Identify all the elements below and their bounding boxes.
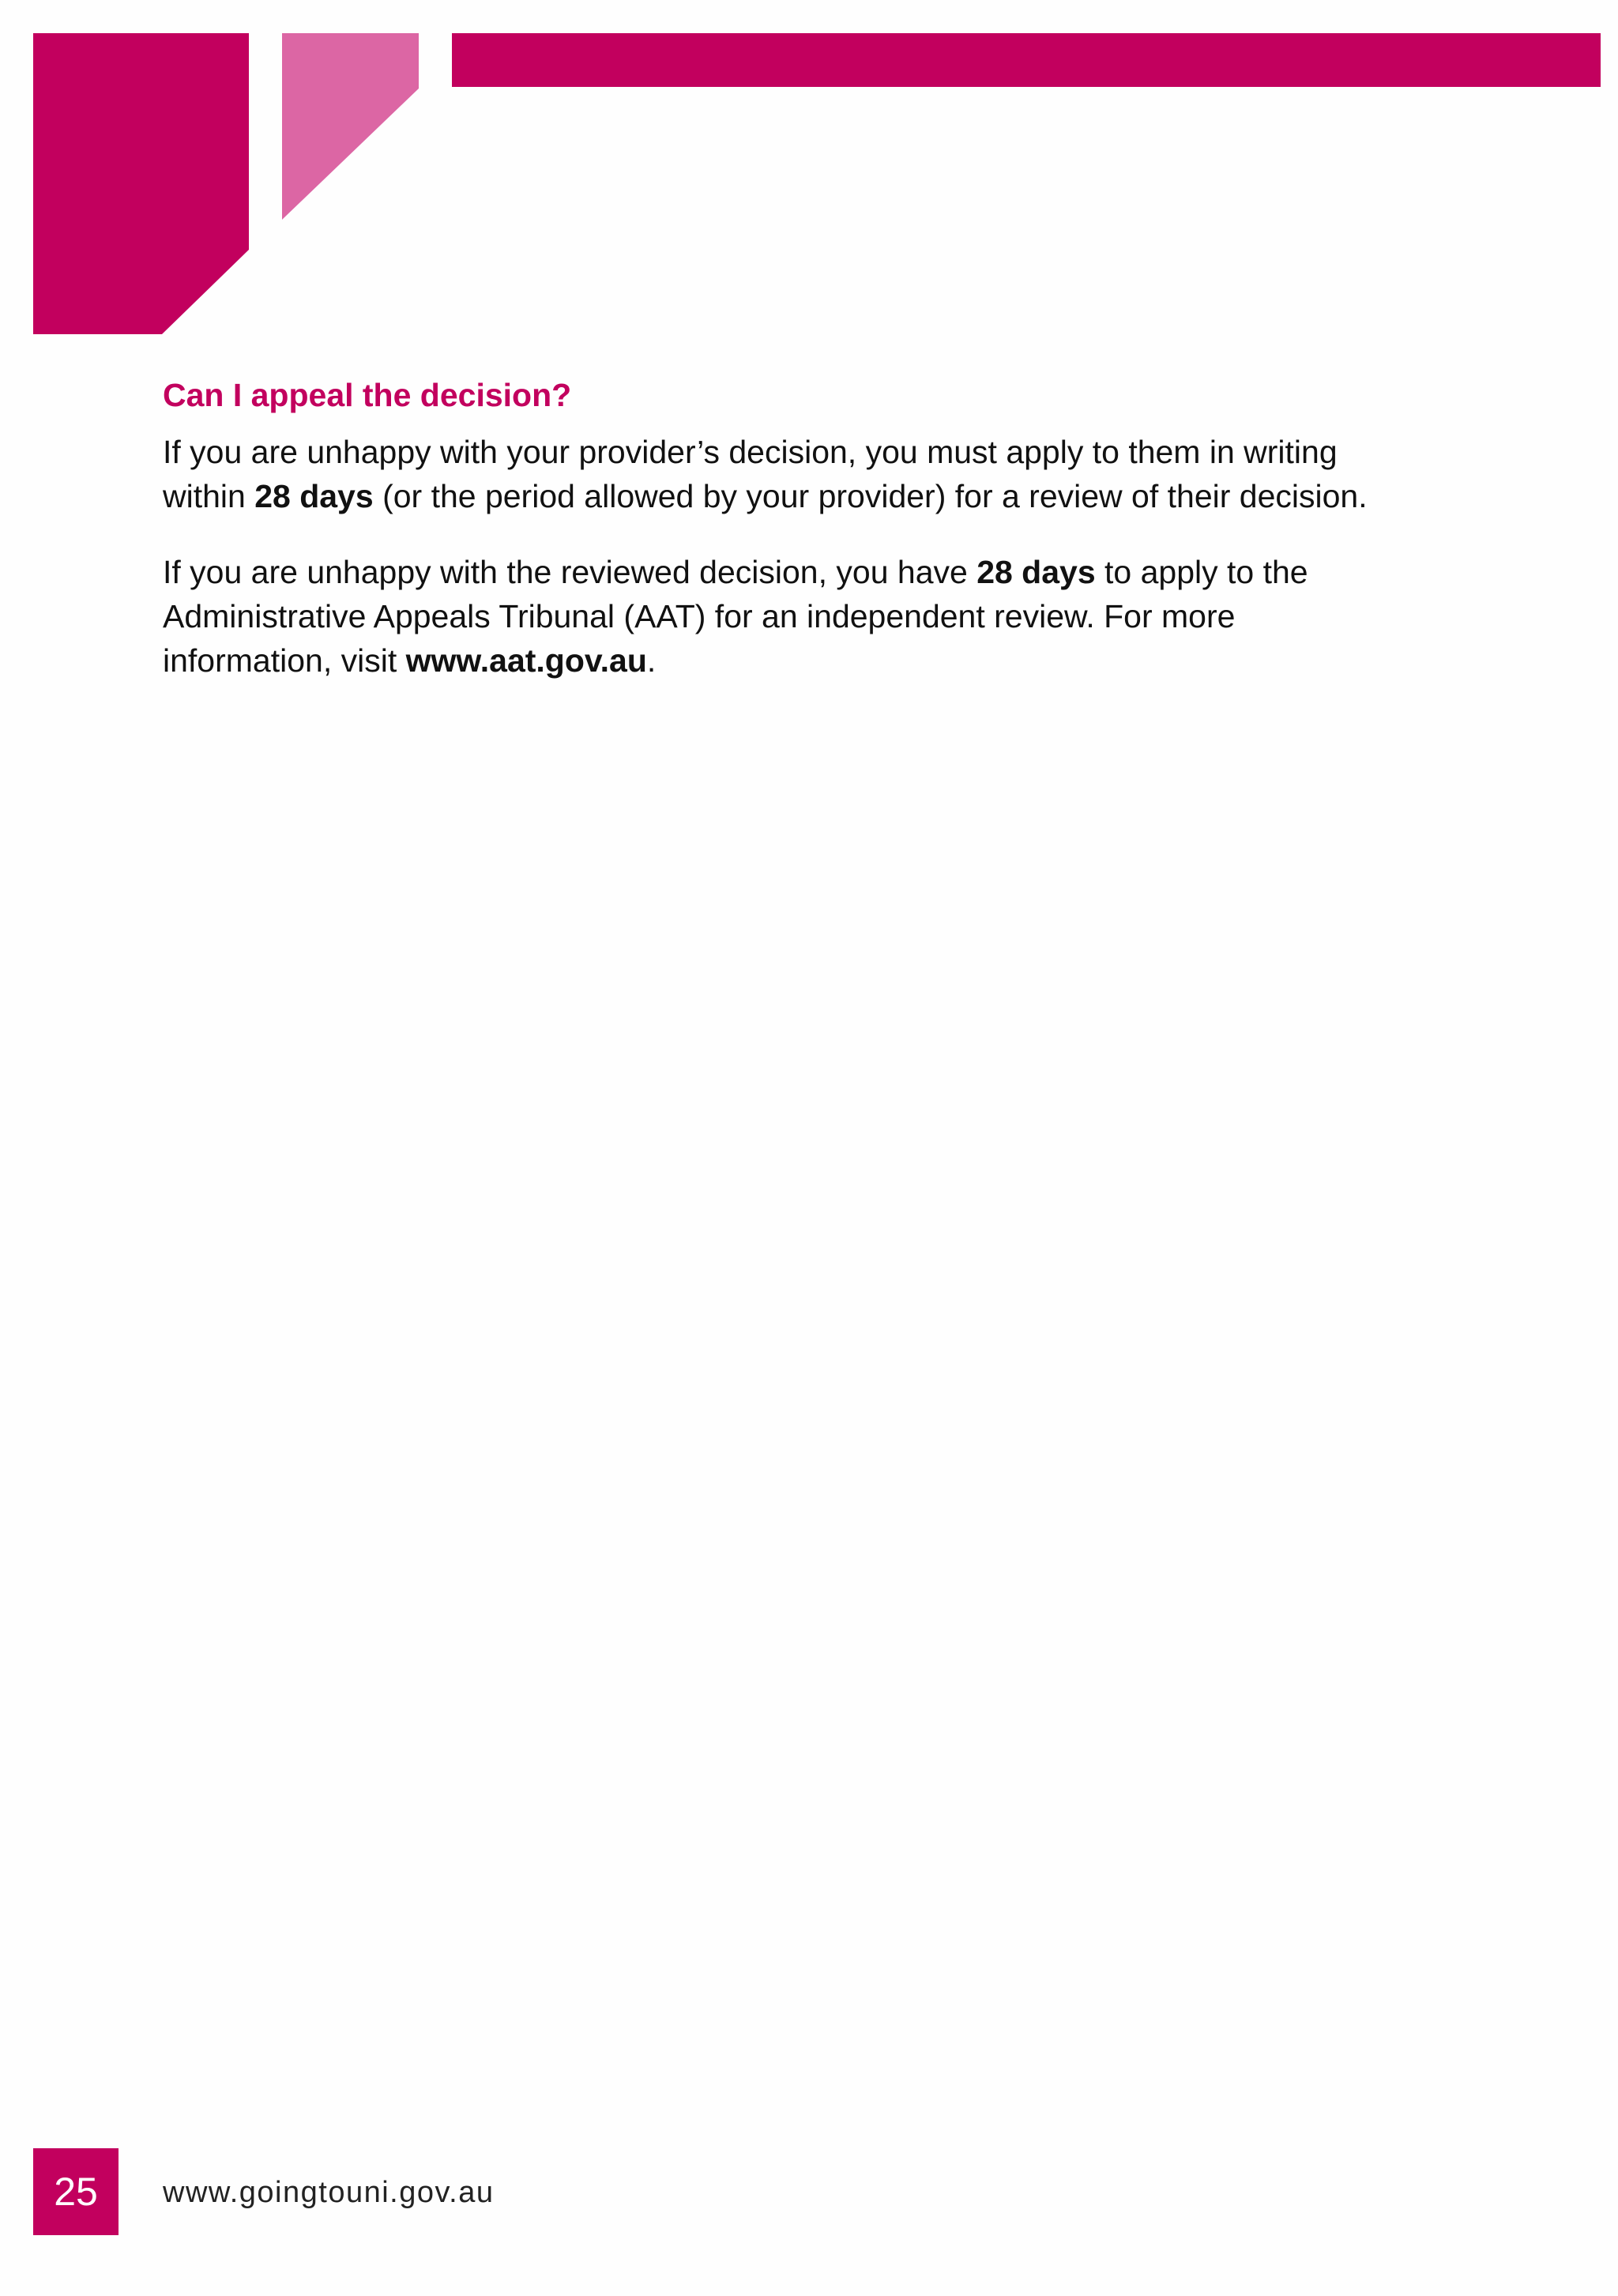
- paragraph-review-request: [163, 430, 1395, 518]
- section-heading: Can I appeal the decision?: [163, 377, 572, 413]
- paragraph-aat-review: [163, 550, 1395, 683]
- aat-website-link[interactable]: www.aat.gov.au: [405, 642, 647, 679]
- deadline-emphasis: 28 days: [976, 554, 1096, 590]
- header-decoration: [0, 0, 1618, 340]
- header-block-dark: [33, 33, 249, 334]
- deadline-emphasis: 28 days: [254, 478, 374, 514]
- main-content: [163, 371, 1395, 714]
- paragraph-text: to apply to the Administrative Appeals Tribunal (AAT) for an independent review. For more information, visit: [163, 554, 1308, 679]
- paragraph-text: If you are unhappy with the reviewed decision, you have: [163, 554, 977, 590]
- paragraph-text: .: [646, 642, 657, 679]
- paragraph-text: If you are unhappy with your provider’s decision, you must apply to them in writing within: [163, 434, 1338, 514]
- page-number: 25: [33, 2148, 119, 2235]
- paragraph-text: (or the period allowed by your provider) for a review of their decision.: [373, 478, 1368, 514]
- header-block-light: [282, 33, 419, 220]
- footer-url: www.goingtouni.gov.au: [163, 2176, 495, 2209]
- header-bar: [452, 33, 1601, 87]
